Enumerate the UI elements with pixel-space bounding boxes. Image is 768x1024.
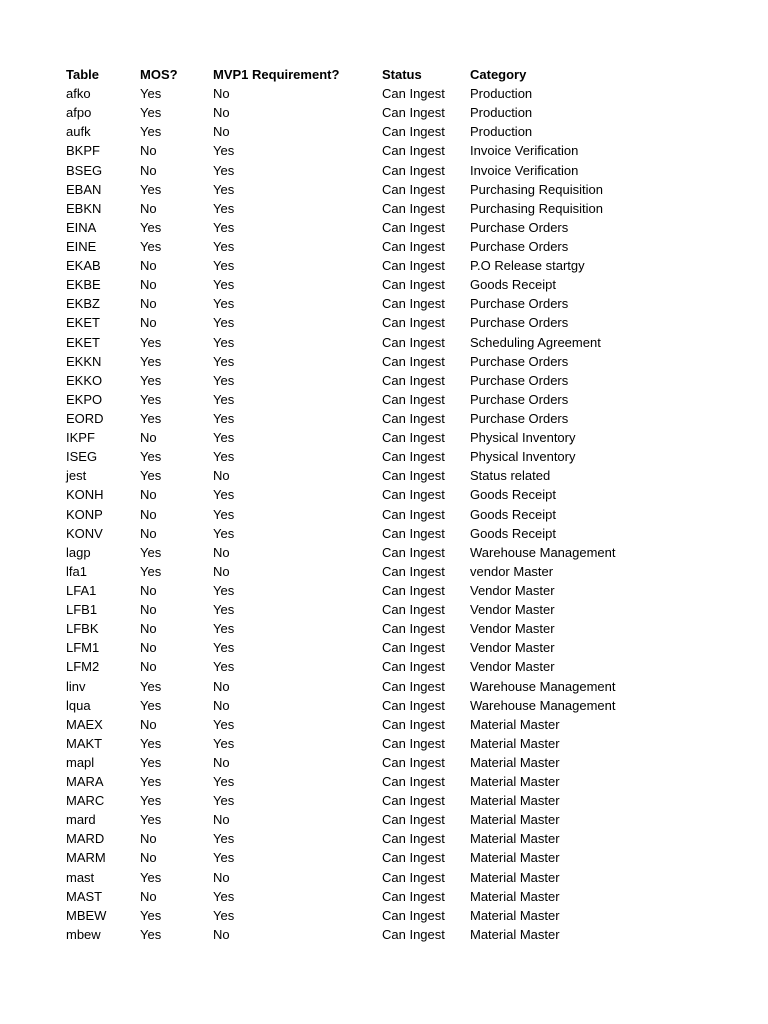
cell-mos: No: [140, 162, 157, 178]
cell-table: EKBE: [66, 277, 101, 293]
header-mos: MOS?: [140, 67, 178, 82]
cell-status: Can Ingest: [382, 735, 445, 751]
cell-status: Can Ingest: [382, 506, 445, 522]
cell-category: Material Master: [470, 926, 560, 942]
cell-mos: Yes: [140, 907, 162, 923]
cell-mos: No: [140, 888, 157, 904]
cell-status: Can Ingest: [382, 86, 445, 102]
cell-mos: Yes: [140, 410, 162, 426]
table-row: [66, 371, 746, 390]
table-row: [66, 103, 746, 122]
table-row: [66, 122, 746, 141]
cell-mos: No: [140, 430, 157, 446]
cell-status: Can Ingest: [382, 487, 445, 503]
cell-mos: Yes: [140, 86, 162, 102]
cell-mvp-requirement: No: [213, 563, 230, 579]
table-row: [66, 734, 746, 753]
cell-status: Can Ingest: [382, 678, 445, 694]
cell-category: Material Master: [470, 831, 560, 847]
cell-table: EKET: [66, 334, 100, 350]
cell-category: Status related: [470, 468, 551, 484]
table-row: [66, 256, 746, 275]
cell-category: Warehouse Management: [470, 678, 616, 694]
cell-mvp-requirement: Yes: [213, 621, 235, 637]
cell-table: EBAN: [66, 181, 102, 197]
table-row: [66, 275, 746, 294]
cell-status: Can Ingest: [382, 449, 445, 465]
cell-mos: No: [140, 850, 157, 866]
header-mvp-requirement: MVP1 Requirement?: [213, 67, 340, 82]
cell-mvp-requirement: Yes: [213, 143, 235, 159]
cell-table: MAKT: [66, 735, 103, 751]
cell-mos: Yes: [140, 219, 162, 235]
cell-table: mapl: [66, 754, 95, 770]
cell-mvp-requirement: Yes: [213, 296, 235, 312]
cell-status: Can Ingest: [382, 277, 445, 293]
cell-status: Can Ingest: [382, 410, 445, 426]
cell-status: Can Ingest: [382, 296, 445, 312]
cell-table: lqua: [66, 697, 91, 713]
cell-category: Purchase Orders: [470, 410, 569, 426]
cell-category: Purchase Orders: [470, 372, 569, 388]
table-row: [66, 715, 746, 734]
spreadsheet-table: [66, 65, 746, 944]
cell-status: Can Ingest: [382, 105, 445, 121]
cell-mvp-requirement: Yes: [213, 430, 235, 446]
cell-status: Can Ingest: [382, 468, 445, 484]
cell-category: Purchase Orders: [470, 296, 569, 312]
header-status: Status: [382, 67, 422, 82]
cell-category: Vendor Master: [470, 640, 555, 656]
cell-status: Can Ingest: [382, 621, 445, 637]
table-row: [66, 237, 746, 256]
table-row: [66, 313, 746, 332]
cell-mos: Yes: [140, 372, 162, 388]
cell-category: Material Master: [470, 812, 560, 828]
cell-table: lfa1: [66, 563, 87, 579]
cell-mvp-requirement: Yes: [213, 334, 235, 350]
cell-mvp-requirement: Yes: [213, 315, 235, 331]
cell-category: Material Master: [470, 754, 560, 770]
cell-category: Scheduling Agreement: [470, 334, 601, 350]
cell-mos: No: [140, 716, 157, 732]
cell-mvp-requirement: No: [213, 105, 230, 121]
table-row: [66, 810, 746, 829]
cell-category: Production: [470, 86, 533, 102]
cell-mos: Yes: [140, 544, 162, 560]
cell-table: EKAB: [66, 258, 101, 274]
cell-mos: Yes: [140, 391, 162, 407]
cell-table: KONH: [66, 487, 104, 503]
cell-mvp-requirement: Yes: [213, 353, 235, 369]
cell-mos: No: [140, 277, 157, 293]
table-row: [66, 887, 746, 906]
cell-table: afpo: [66, 105, 92, 121]
cell-mos: Yes: [140, 124, 162, 140]
cell-mvp-requirement: Yes: [213, 888, 235, 904]
cell-mvp-requirement: No: [213, 678, 230, 694]
cell-mos: Yes: [140, 334, 162, 350]
cell-mvp-requirement: Yes: [213, 200, 235, 216]
table-row: [66, 753, 746, 772]
cell-category: Material Master: [470, 735, 560, 751]
cell-mos: Yes: [140, 735, 162, 751]
cell-mos: No: [140, 487, 157, 503]
cell-table: EKPO: [66, 391, 103, 407]
cell-table: mbew: [66, 926, 101, 942]
table-row: [66, 485, 746, 504]
cell-mos: No: [140, 582, 157, 598]
table-row: [66, 524, 746, 543]
cell-mvp-requirement: Yes: [213, 850, 235, 866]
cell-mvp-requirement: Yes: [213, 640, 235, 656]
cell-table: EORD: [66, 410, 104, 426]
cell-mvp-requirement: Yes: [213, 774, 235, 790]
cell-status: Can Ingest: [382, 334, 445, 350]
table-row: [66, 829, 746, 848]
cell-table: MARD: [66, 831, 105, 847]
cell-mvp-requirement: Yes: [213, 831, 235, 847]
cell-mvp-requirement: Yes: [213, 219, 235, 235]
cell-status: Can Ingest: [382, 430, 445, 446]
cell-category: Purchase Orders: [470, 353, 569, 369]
cell-category: Vendor Master: [470, 659, 555, 675]
table-row: [66, 218, 746, 237]
cell-mvp-requirement: No: [213, 754, 230, 770]
cell-table: MAEX: [66, 716, 103, 732]
cell-mos: No: [140, 143, 157, 159]
cell-category: Purchase Orders: [470, 315, 569, 331]
cell-status: Can Ingest: [382, 716, 445, 732]
cell-mvp-requirement: Yes: [213, 602, 235, 618]
cell-table: IKPF: [66, 430, 95, 446]
cell-table: MARM: [66, 850, 106, 866]
cell-mvp-requirement: Yes: [213, 258, 235, 274]
cell-table: aufk: [66, 124, 91, 140]
table-row: [66, 696, 746, 715]
cell-mos: Yes: [140, 238, 162, 254]
cell-mos: No: [140, 525, 157, 541]
cell-mvp-requirement: No: [213, 812, 230, 828]
table-row: [66, 447, 746, 466]
cell-mos: No: [140, 315, 157, 331]
cell-mos: No: [140, 621, 157, 637]
cell-mvp-requirement: Yes: [213, 735, 235, 751]
cell-table: EBKN: [66, 200, 102, 216]
cell-status: Can Ingest: [382, 697, 445, 713]
cell-category: Material Master: [470, 716, 560, 732]
cell-mvp-requirement: No: [213, 926, 230, 942]
cell-table: jest: [66, 468, 87, 484]
cell-status: Can Ingest: [382, 926, 445, 942]
cell-status: Can Ingest: [382, 907, 445, 923]
cell-table: LFB1: [66, 602, 98, 618]
cell-category: Material Master: [470, 850, 560, 866]
table-row: [66, 294, 746, 313]
cell-mvp-requirement: Yes: [213, 907, 235, 923]
cell-mvp-requirement: No: [213, 468, 230, 484]
cell-mos: Yes: [140, 105, 162, 121]
table-row: [66, 428, 746, 447]
header-row: [66, 65, 746, 84]
cell-status: Can Ingest: [382, 659, 445, 675]
cell-mvp-requirement: Yes: [213, 487, 235, 503]
cell-mos: Yes: [140, 774, 162, 790]
cell-status: Can Ingest: [382, 602, 445, 618]
cell-table: EINA: [66, 219, 97, 235]
cell-category: Purchase Orders: [470, 219, 569, 235]
cell-mvp-requirement: No: [213, 869, 230, 885]
table-row: [66, 677, 746, 696]
cell-status: Can Ingest: [382, 391, 445, 407]
cell-table: linv: [66, 678, 86, 694]
cell-table: mast: [66, 869, 95, 885]
cell-mvp-requirement: No: [213, 86, 230, 102]
cell-mos: No: [140, 831, 157, 847]
cell-mvp-requirement: No: [213, 124, 230, 140]
cell-table: LFM2: [66, 659, 100, 675]
cell-table: mard: [66, 812, 96, 828]
cell-category: Vendor Master: [470, 582, 555, 598]
cell-category: Material Master: [470, 869, 560, 885]
cell-mvp-requirement: Yes: [213, 506, 235, 522]
table-row: [66, 84, 746, 103]
cell-category: Physical Inventory: [470, 449, 576, 465]
cell-status: Can Ingest: [382, 525, 445, 541]
cell-mos: No: [140, 506, 157, 522]
cell-category: Goods Receipt: [470, 487, 556, 503]
table-row: [66, 409, 746, 428]
cell-status: Can Ingest: [382, 582, 445, 598]
table-row: [66, 906, 746, 925]
cell-status: Can Ingest: [382, 143, 445, 159]
cell-category: Goods Receipt: [470, 525, 556, 541]
cell-mvp-requirement: Yes: [213, 525, 235, 541]
cell-mos: No: [140, 640, 157, 656]
cell-mvp-requirement: No: [213, 544, 230, 560]
cell-category: Material Master: [470, 774, 560, 790]
cell-status: Can Ingest: [382, 563, 445, 579]
table-row: [66, 180, 746, 199]
table-body: [66, 84, 746, 944]
table-row: [66, 505, 746, 524]
cell-category: P.O Release startgy: [470, 258, 585, 274]
cell-mos: Yes: [140, 468, 162, 484]
header-category: Category: [470, 67, 527, 82]
cell-category: Purchase Orders: [470, 391, 569, 407]
cell-mos: Yes: [140, 678, 162, 694]
cell-mvp-requirement: Yes: [213, 410, 235, 426]
cell-status: Can Ingest: [382, 544, 445, 560]
table-row: [66, 619, 746, 638]
cell-mos: Yes: [140, 793, 162, 809]
header-table: Table: [66, 67, 99, 82]
cell-status: Can Ingest: [382, 219, 445, 235]
cell-status: Can Ingest: [382, 754, 445, 770]
table-row: [66, 600, 746, 619]
cell-status: Can Ingest: [382, 238, 445, 254]
cell-category: Goods Receipt: [470, 277, 556, 293]
table-row: [66, 199, 746, 218]
cell-table: KONP: [66, 506, 103, 522]
cell-mos: Yes: [140, 754, 162, 770]
cell-status: Can Ingest: [382, 793, 445, 809]
cell-category: Production: [470, 124, 533, 140]
cell-category: Vendor Master: [470, 602, 555, 618]
cell-mos: Yes: [140, 181, 162, 197]
cell-category: Warehouse Management: [470, 544, 616, 560]
cell-mos: No: [140, 258, 157, 274]
cell-mvp-requirement: Yes: [213, 162, 235, 178]
table-row: [66, 868, 746, 887]
cell-table: BKPF: [66, 143, 100, 159]
cell-mos: Yes: [140, 353, 162, 369]
cell-mos: Yes: [140, 449, 162, 465]
cell-table: KONV: [66, 525, 103, 541]
cell-table: EKBZ: [66, 296, 100, 312]
cell-mos: Yes: [140, 812, 162, 828]
cell-table: lagp: [66, 544, 91, 560]
table-row: [66, 352, 746, 371]
cell-status: Can Ingest: [382, 200, 445, 216]
cell-category: Purchasing Requisition: [470, 181, 603, 197]
cell-mos: Yes: [140, 926, 162, 942]
cell-table: EINE: [66, 238, 97, 254]
cell-category: Purchasing Requisition: [470, 200, 603, 216]
cell-status: Can Ingest: [382, 353, 445, 369]
cell-table: ISEG: [66, 449, 98, 465]
cell-table: MARA: [66, 774, 104, 790]
cell-table: EKKN: [66, 353, 102, 369]
table-row: [66, 390, 746, 409]
cell-status: Can Ingest: [382, 315, 445, 331]
cell-mvp-requirement: Yes: [213, 793, 235, 809]
cell-table: BSEG: [66, 162, 103, 178]
table-row: [66, 333, 746, 352]
cell-status: Can Ingest: [382, 831, 445, 847]
cell-status: Can Ingest: [382, 124, 445, 140]
table-row: [66, 848, 746, 867]
cell-category: Material Master: [470, 888, 560, 904]
cell-status: Can Ingest: [382, 888, 445, 904]
cell-category: Material Master: [470, 793, 560, 809]
table-row: [66, 466, 746, 485]
cell-status: Can Ingest: [382, 372, 445, 388]
cell-status: Can Ingest: [382, 181, 445, 197]
cell-table: afko: [66, 86, 91, 102]
cell-mvp-requirement: No: [213, 697, 230, 713]
cell-mvp-requirement: Yes: [213, 372, 235, 388]
cell-table: MARC: [66, 793, 105, 809]
cell-table: MBEW: [66, 907, 107, 923]
cell-mvp-requirement: Yes: [213, 238, 235, 254]
cell-table: LFBK: [66, 621, 99, 637]
cell-category: Goods Receipt: [470, 506, 556, 522]
cell-mos: No: [140, 296, 157, 312]
cell-mos: Yes: [140, 697, 162, 713]
table-row: [66, 925, 746, 944]
table-row: [66, 638, 746, 657]
cell-status: Can Ingest: [382, 258, 445, 274]
cell-category: Invoice Verification: [470, 162, 579, 178]
table-row: [66, 161, 746, 180]
cell-status: Can Ingest: [382, 640, 445, 656]
table-row: [66, 543, 746, 562]
cell-mos: Yes: [140, 563, 162, 579]
table-row: [66, 562, 746, 581]
cell-mvp-requirement: Yes: [213, 659, 235, 675]
cell-mos: No: [140, 602, 157, 618]
cell-status: Can Ingest: [382, 162, 445, 178]
cell-table: MAST: [66, 888, 103, 904]
cell-category: Physical Inventory: [470, 430, 576, 446]
cell-table: EKET: [66, 315, 100, 331]
table-row: [66, 657, 746, 676]
cell-status: Can Ingest: [382, 869, 445, 885]
cell-category: vendor Master: [470, 563, 554, 579]
cell-mvp-requirement: Yes: [213, 391, 235, 407]
cell-table: LFM1: [66, 640, 100, 656]
cell-mvp-requirement: Yes: [213, 582, 235, 598]
cell-category: Warehouse Management: [470, 697, 616, 713]
table-row: [66, 581, 746, 600]
cell-category: Material Master: [470, 907, 560, 923]
cell-category: Production: [470, 105, 533, 121]
cell-status: Can Ingest: [382, 850, 445, 866]
cell-category: Vendor Master: [470, 621, 555, 637]
cell-mvp-requirement: Yes: [213, 449, 235, 465]
cell-mos: No: [140, 659, 157, 675]
table-row: [66, 772, 746, 791]
cell-mos: No: [140, 200, 157, 216]
cell-category: Purchase Orders: [470, 238, 569, 254]
cell-mvp-requirement: Yes: [213, 181, 235, 197]
cell-mvp-requirement: Yes: [213, 716, 235, 732]
cell-category: Invoice Verification: [470, 143, 579, 159]
cell-table: EKKO: [66, 372, 103, 388]
cell-status: Can Ingest: [382, 774, 445, 790]
cell-status: Can Ingest: [382, 812, 445, 828]
cell-table: LFA1: [66, 582, 97, 598]
table-row: [66, 141, 746, 160]
cell-mvp-requirement: Yes: [213, 277, 235, 293]
table-row: [66, 791, 746, 810]
cell-mos: Yes: [140, 869, 162, 885]
